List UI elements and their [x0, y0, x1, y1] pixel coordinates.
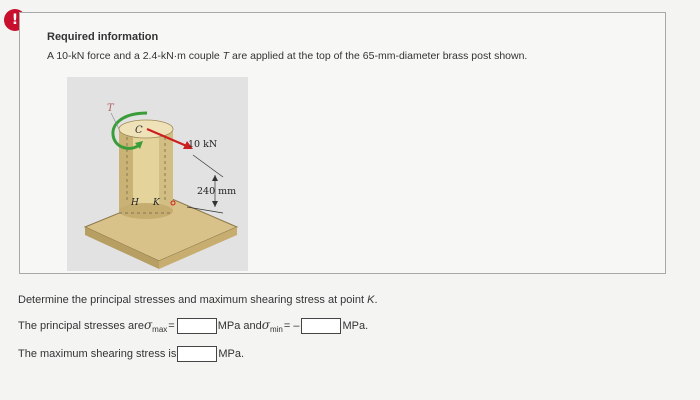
force-label: 10 kN — [188, 139, 218, 150]
alert-icon: ! — [4, 9, 26, 31]
required-information-title: Required information — [47, 31, 159, 43]
principal-stresses-mid: MPa and — [217, 320, 262, 332]
sigma-max-input[interactable] — [177, 318, 217, 334]
distance-label: 240 mm — [197, 186, 237, 197]
question-body: Determine the principal stresses and maximum shearing stress at point — [18, 294, 368, 306]
equals-sign-1: = — [168, 320, 175, 332]
required-information-panel — [19, 12, 666, 274]
point-label-K: K — [153, 198, 160, 208]
sigma-max-symbol: $\sigma_{max}$ — [143, 318, 168, 334]
problem-statement-part1: A 10-kN force and a 2.4-kN·m couple — [47, 50, 223, 62]
sigma-min-symbol: $\sigma_{min}$ — [261, 318, 283, 334]
max-shear-prefix: The maximum shearing stress is — [18, 348, 177, 360]
question-end: . — [374, 294, 378, 306]
problem-statement — [47, 50, 527, 62]
couple-label-T: T — [107, 103, 114, 114]
max-shear-row — [18, 346, 244, 362]
point-label-H: H — [131, 198, 139, 208]
equals-minus-sign: = – — [283, 320, 300, 332]
question-text — [18, 294, 378, 306]
principal-stresses-row — [18, 318, 368, 334]
problem-statement-part2: are applied at the top of the 65-mm-diameter brass post shown. — [229, 50, 528, 62]
principal-stresses-suffix: MPa. — [342, 320, 369, 332]
couple-symbol: T — [222, 50, 230, 62]
principal-stresses-prefix: The principal stresses are — [18, 320, 144, 332]
question-point: K — [367, 294, 375, 306]
point-label-C: C — [135, 125, 143, 136]
max-shear-suffix: MPa. — [218, 348, 245, 360]
brass-post-figure — [67, 77, 248, 271]
sigma-min-input[interactable] — [301, 318, 341, 334]
max-shear-input[interactable] — [177, 346, 217, 362]
